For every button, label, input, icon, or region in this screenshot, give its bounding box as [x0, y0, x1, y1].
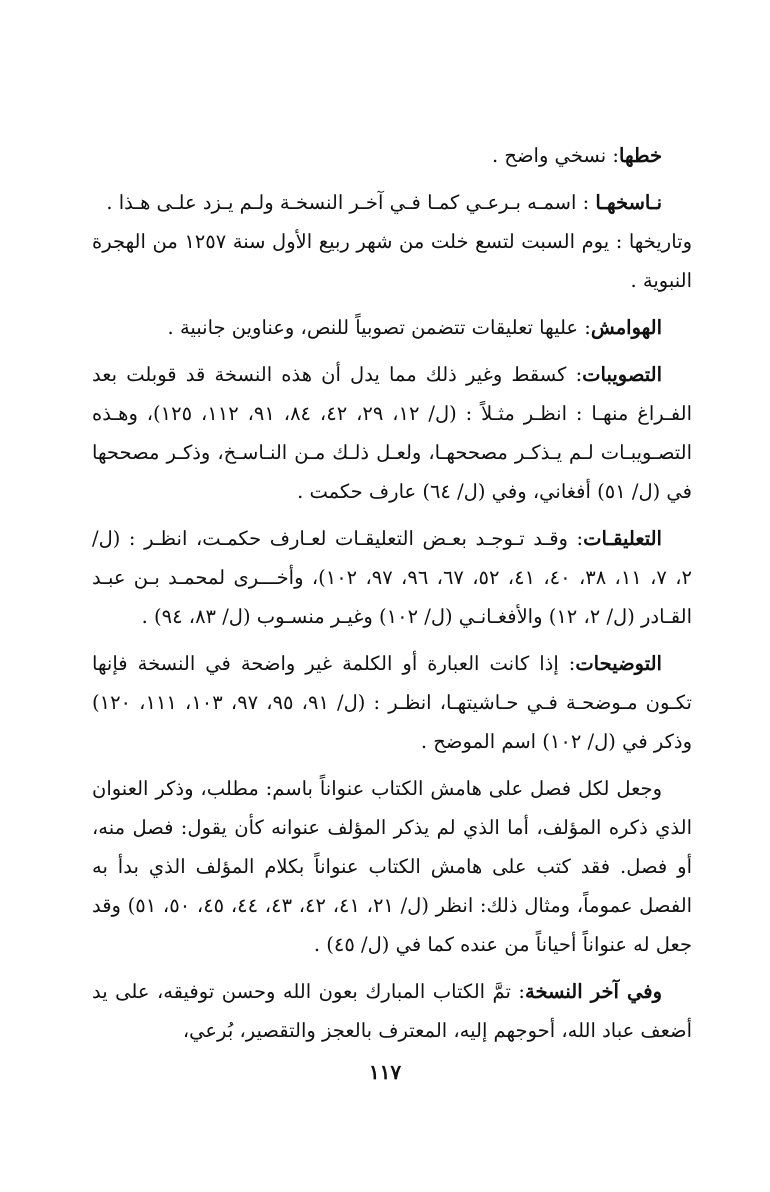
paragraph-clarifications: التوضيحات: إذا كانت العبارة أو الكلمة غير واضحة في النسخة فإنها تكـون مـوضحـة فـي حـاشيتهـا، انظـر : (ل/ ٩١، ٩٥، ٩٧، ١٠٣، ١١١، ١٢٠) وذكر في (ل/ ١٠٢) اسم الموضح .	[92, 652, 692, 753]
paragraph-margins: الهوامش: عليها تعليقات تتضمن تصوبياً للنص، وعناوين جانبية .	[167, 316, 662, 339]
paragraph-text: اسمـه بـرعـي كمـا فـي آخـر النسخـة ولـم يـزد علـى هـذا .	[106, 191, 577, 214]
paragraph-annotations: التعليقـات: وقـد تـوجـد بعـض التعليقـات لعـارف حكمـت، انظـر : (ل/ ٢، ٧، ١١، ٣٨، ٤٠، ٤١، ٥٢، ٦٧، ٩٦، ٩٧، ١٠٢)، وأخـــرى لمحمـد بـن عبـد القـادر (ل/ ٢، ١٢) والأفغـانـي (ل/ ١٠٢) وغيـر منسـوب (ل/ ٨٣، ٩٤) .	[92, 527, 692, 628]
paragraph-colophon: وفي آخر النسخة: تمَّ الكتاب المبارك بعون الله وحسن توفيقه، على يد أضعف عباد الله، أحوجهم إليه، المعترف بالعجز والتقصير، بُرعي،	[92, 980, 692, 1042]
paragraph-label: التصويبات	[582, 363, 662, 386]
paragraph-text: وجعل لكل فصل على هامش الكتاب عنواناً باسم: مطلب، وذكر العنوان الذي ذكره المؤلف، أما الذي لم يذكر المؤلف عنوانه كأن يقول: فصل منه، أو فصل. فقد كتب على هامش الكتاب عنواناً بكلام المؤلف الذي بدأ به الفصل عموماً، ومثال ذلك: انظر (ل/ ٢١، ٤١، ٤٢، ٤٣، ٤٤، ٤٥، ٥٠، ٥١) وقد جعل له عنواناً أحياناً من عنده كما في (ل/ ٤٥) .	[92, 777, 693, 956]
paragraph-label: التوضيحات	[575, 652, 662, 675]
paragraph-corrections: التصويبات: كسقط وغير ذلك مما يدل أن هذه النسخة قد قوبلت بعد الفـراغ منهـا : انظـر مثـلاً : (ل/ ١٢، ٢٩، ٤٢، ٨٤، ٩١، ١١٢، ١٢٥)، وهـذه التصـويبـات لـم يـذكـر مصححهـا، ولعـل ذلـك مـن النـاسـخ، وذكـر مصححها في (ل/ ٥١) أفغاني، وفي (ل/ ٦٤) عارف حكمت .	[92, 363, 692, 503]
paragraph-text: نسخي واضح .	[491, 144, 607, 167]
paragraph-copyist: نـاسخهـا : اسمـه بـرعـي كمـا فـي آخـر النسخـة ولـم يـزد علـى هـذا .	[106, 191, 662, 214]
paragraph-text: كسقط وغير ذلك مما يدل أن هذه النسخة قد قوبلت بعد الفـراغ منهـا : انظـر مثـلاً : (ل/ ١٢، ٢٩، ٤٢، ٨٤، ٩١، ١١٢، ١٢٥)، وهـذه التصـويبـات لـم يـذكـر مصححهـا، ولعـل ذلـك مـن النـاسـخ، وذكـر مصححها في (ل/ ٥١) أفغاني، وفي (ل/ ٦٤) عارف حكمت .	[92, 363, 692, 503]
paragraph-label: الهوامش	[590, 316, 662, 339]
paragraph-text: عليها تعليقات تتضمن تصوبياً للنص، وعناوين جانبية .	[167, 316, 579, 339]
paragraph-text: وتاريخها : يوم السبت لتسع خلت من شهر ربيع الأول سنة ١٢٥٧ من الهجرة النبوية .	[92, 230, 692, 292]
paragraph-label: خطها	[619, 144, 662, 167]
paragraph-label: التعليقـات	[583, 527, 662, 550]
paragraph-script: خطها: نسخي واضح .	[491, 144, 662, 167]
paragraph-label: نـاسخهـا	[595, 191, 662, 214]
paragraph-headings	[92, 769, 692, 964]
paragraph-text: إذا كانت العبارة أو الكلمة غير واضحة في النسخة فإنها تكـون مـوضحـة فـي حـاشيتهـا، انظـر : (ل/ ٩١، ٩٥، ٩٧، ١٠٣، ١١١، ١٢٠) وذكر في (ل/ ١٠٢) اسم الموضح .	[92, 652, 692, 753]
page-number: ١١٧	[368, 1060, 402, 1084]
paragraph-text: تمَّ الكتاب المبارك بعون الله وحسن توفيقه، على يد أضعف عباد الله، أحوجهم إليه، المعترف بالعجز والتقصير، بُرعي،	[92, 980, 692, 1042]
page-body	[92, 136, 692, 1058]
paragraph-date	[92, 222, 692, 300]
paragraph-label: وفي آخر النسخة	[524, 980, 662, 1003]
paragraph-text: وقـد تـوجـد بعـض التعليقـات لعـارف حكمـت، انظـر : (ل/ ٢، ٧، ١١، ٣٨، ٤٠، ٤١، ٥٢، ٦٧، ٩٦، ٩٧، ١٠٢)، وأخـــرى لمحمـد بـن عبـد القـادر (ل/ ٢، ١٢) والأفغـانـي (ل/ ١٠٢) وغيـر منسـوب (ل/ ٨٣، ٩٤) .	[92, 527, 692, 628]
